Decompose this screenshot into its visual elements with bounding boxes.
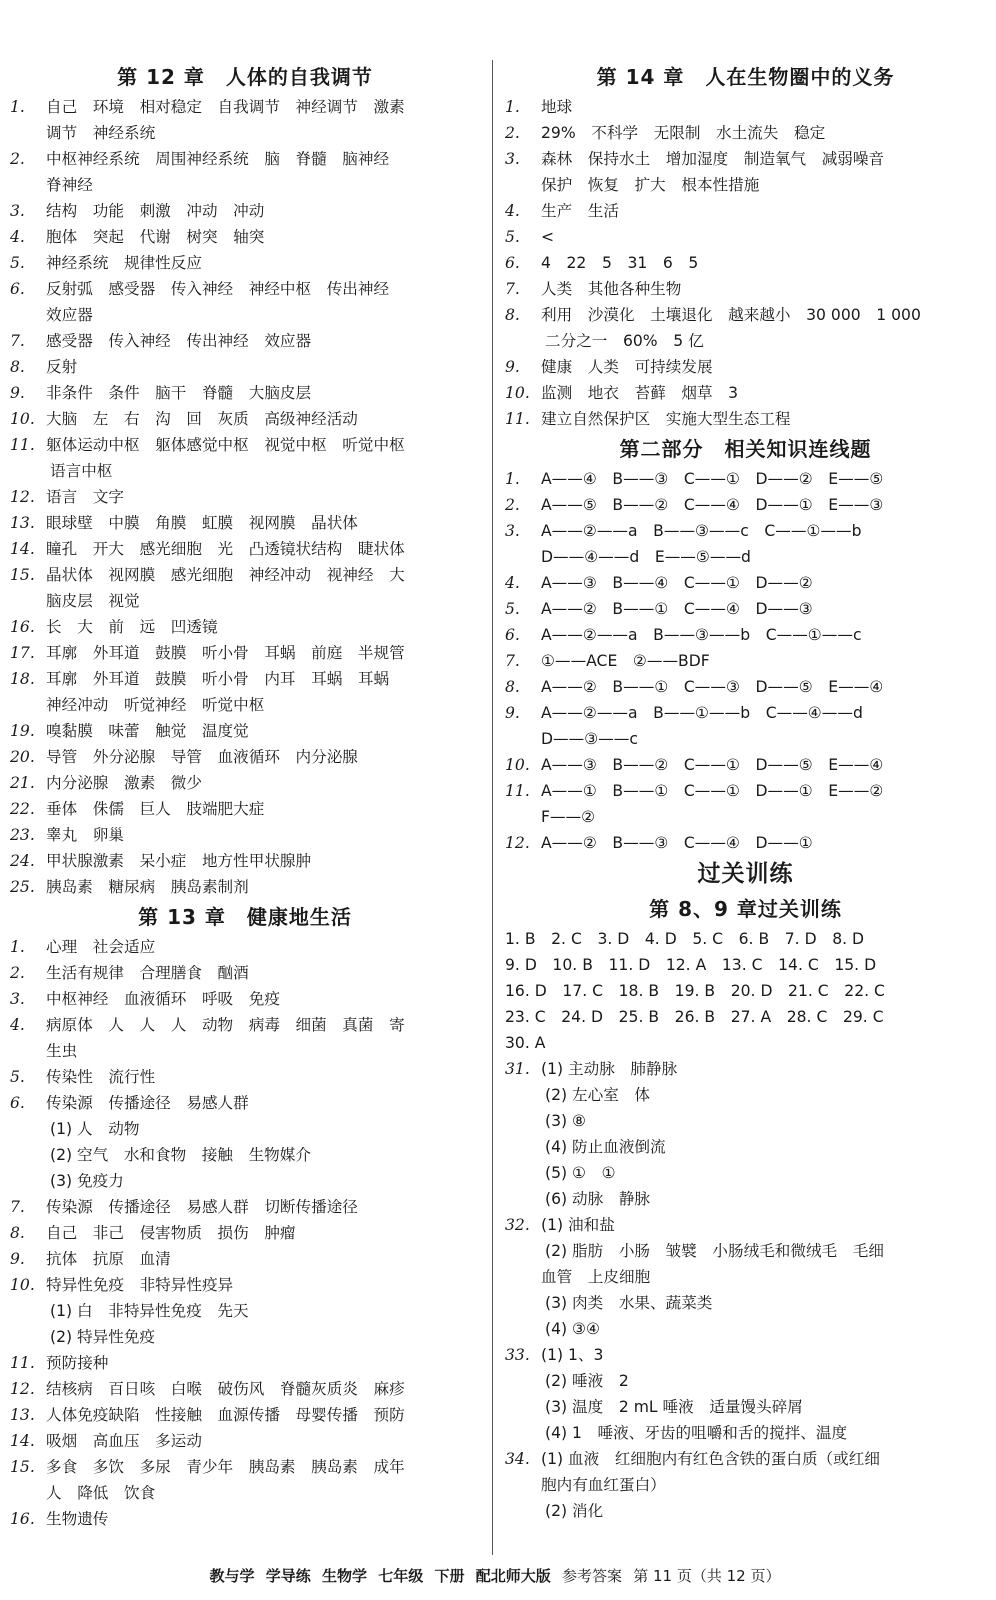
item-text: 结核病 百日咳 白喉 破伤风 脊髓灰质炎 麻疹 bbox=[46, 1380, 405, 1398]
answer-item bbox=[10, 848, 480, 874]
left-column bbox=[10, 60, 480, 1532]
footer-answer-label: 参考答案 bbox=[562, 1567, 623, 1585]
answer-item bbox=[10, 1454, 480, 1480]
answer-item bbox=[505, 250, 986, 276]
answer-continuation: 血管 上皮细胞 bbox=[541, 1268, 651, 1286]
answer-item bbox=[505, 380, 986, 406]
item-text: ①——ACE ②——BDF bbox=[541, 652, 710, 670]
item-number: 22. bbox=[10, 800, 35, 818]
item-text: 健康 人类 可持续发展 bbox=[541, 358, 713, 376]
item-text: 大脑 左 右 沟 回 灰质 高级神经活动 bbox=[46, 410, 358, 428]
item-number: 10. bbox=[10, 410, 35, 428]
answer-item bbox=[10, 1350, 480, 1376]
answer-subitem: (3) 免疫力 bbox=[50, 1172, 124, 1190]
item-text: 躯体运动中枢 躯体感觉中枢 视觉中枢 听觉中枢 bbox=[46, 436, 405, 454]
item-number: 6. bbox=[10, 1094, 25, 1112]
item-text: 特异性免疫 非特异性疫异 bbox=[46, 1276, 234, 1294]
item-text: 反射弧 感受器 传入神经 神经中枢 传出神经 bbox=[46, 280, 390, 298]
footer-page-label: 第 11 页（共 12 页） bbox=[633, 1567, 781, 1585]
answer-item bbox=[10, 276, 480, 302]
answer-subitem: (4) ③④ bbox=[545, 1320, 601, 1338]
answer-item bbox=[505, 778, 986, 804]
answer-item bbox=[505, 492, 986, 518]
answer-item bbox=[10, 536, 480, 562]
item-text: 嗅黏膜 味蕾 触觉 温度觉 bbox=[46, 722, 249, 740]
answer-item bbox=[505, 354, 986, 380]
item-number: 1. bbox=[505, 470, 520, 488]
answer-row: 1. B 2. C 3. D 4. D 5. C 6. B 7. D 8. D bbox=[505, 930, 865, 948]
answer-item bbox=[10, 432, 480, 458]
item-number: 15. bbox=[10, 566, 35, 584]
answer-subitem: (1) 白 非特异性免疫 先天 bbox=[50, 1302, 249, 1320]
item-text: 结构 功能 刺激 冲动 冲动 bbox=[46, 202, 265, 220]
item-number: 16. bbox=[10, 1510, 35, 1528]
item-text: 内分泌腺 激素 微少 bbox=[46, 774, 202, 792]
answer-subitem: (2) 脂肪 小肠 皱襞 小肠绒毛和微绒毛 毛细 bbox=[545, 1242, 884, 1260]
item-number: 4. bbox=[505, 574, 520, 592]
item-text: A——②——a B——①——b C——④——d bbox=[541, 704, 863, 722]
item-text: 生产 生活 bbox=[541, 202, 619, 220]
answer-continuation: 生虫 bbox=[46, 1042, 78, 1060]
page-footer bbox=[0, 1565, 996, 1591]
answer-item bbox=[10, 1272, 480, 1298]
answer-item bbox=[10, 1376, 480, 1402]
item-number: 7. bbox=[505, 652, 520, 670]
item-number: 5. bbox=[505, 600, 520, 618]
answer-item bbox=[10, 562, 480, 588]
answer-subitem: (3) 肉类 水果、蔬菜类 bbox=[545, 1294, 713, 1312]
item-text: 29% 不科学 无限制 水土流失 稳定 bbox=[541, 124, 826, 142]
answer-item bbox=[10, 640, 480, 666]
answer-item bbox=[10, 796, 480, 822]
answer-subitem: (5) ① ① bbox=[545, 1164, 616, 1182]
item-number: 5. bbox=[10, 254, 25, 272]
item-text: 传染源 传播途径 易感人群 切断传播途径 bbox=[46, 1198, 358, 1216]
item-text: 病原体 人 人 人 动物 病毒 细菌 真菌 寄 bbox=[46, 1016, 405, 1034]
answer-item bbox=[10, 510, 480, 536]
answer-continuation: 脑皮层 视觉 bbox=[46, 592, 140, 610]
answer-item bbox=[10, 1246, 480, 1272]
answer-item bbox=[10, 1506, 480, 1532]
item-number: 25. bbox=[10, 878, 35, 896]
item-number: 13. bbox=[10, 514, 35, 532]
item-text: A——③ B——② C——① D——⑤ E——④ bbox=[541, 756, 884, 774]
answer-subitem: (2) 消化 bbox=[545, 1502, 604, 1520]
item-text: A——②——a B——③——c C——①——b bbox=[541, 522, 862, 540]
item-number: 4. bbox=[10, 1016, 25, 1034]
section-heading: 第 12 章 人体的自我调节 bbox=[117, 65, 373, 89]
answer-item bbox=[10, 1012, 480, 1038]
item-number: 11. bbox=[505, 782, 530, 800]
answer-item bbox=[505, 120, 986, 146]
answer-item bbox=[505, 830, 986, 856]
answer-subitem: (2) 左心室 体 bbox=[545, 1086, 651, 1104]
answer-item bbox=[505, 1446, 986, 1472]
item-text: 生物遗传 bbox=[46, 1510, 109, 1528]
item-number: 10. bbox=[505, 756, 530, 774]
item-number: 15. bbox=[10, 1458, 35, 1476]
item-text: 利用 沙漠化 土壤退化 越来越小 30 000 1 000 bbox=[541, 306, 921, 324]
answer-continuation: 保护 恢复 扩大 根本性措施 bbox=[541, 176, 760, 194]
item-number: 11. bbox=[505, 410, 530, 428]
item-number: 6. bbox=[505, 254, 520, 272]
answer-continuation: 胞内有血红蛋白） bbox=[541, 1476, 666, 1494]
item-text: 长 大 前 远 凹透镜 bbox=[46, 618, 218, 636]
answer-subitem: (3) 温度 2 mL 唾液 适量馒头碎屑 bbox=[545, 1398, 803, 1416]
answer-subitem: (1) 人 动物 bbox=[50, 1120, 140, 1138]
answer-subitem: (4) 防止血液倒流 bbox=[545, 1138, 666, 1156]
item-text: A——② B——① C——④ D——③ bbox=[541, 600, 813, 618]
item-number: 9. bbox=[10, 1250, 25, 1268]
item-number: 11. bbox=[10, 436, 35, 454]
item-number: 3. bbox=[10, 202, 25, 220]
item-text: 反射 bbox=[46, 358, 78, 376]
answer-item bbox=[505, 1342, 986, 1368]
answer-item bbox=[10, 406, 480, 432]
item-number: 7. bbox=[10, 1198, 25, 1216]
item-number: 8. bbox=[505, 306, 520, 324]
answer-item bbox=[10, 1090, 480, 1116]
item-number: 2. bbox=[10, 150, 25, 168]
answer-item bbox=[505, 648, 986, 674]
item-text: 神经系统 规律性反应 bbox=[46, 254, 202, 272]
item-number: 7. bbox=[505, 280, 520, 298]
answer-continuation: F——② bbox=[541, 808, 596, 826]
answer-item bbox=[10, 666, 480, 692]
item-text: A——② B——③ C——④ D——① bbox=[541, 834, 813, 852]
item-text: 胞体 突起 代谢 树突 轴突 bbox=[46, 228, 265, 246]
answer-item bbox=[10, 328, 480, 354]
item-number: 34. bbox=[505, 1450, 530, 1468]
item-number: 24. bbox=[10, 852, 35, 870]
answer-item bbox=[10, 1402, 480, 1428]
item-number: 12. bbox=[505, 834, 530, 852]
item-text: 传染性 流行性 bbox=[46, 1068, 156, 1086]
item-text: 建立自然保护区 实施大型生态工程 bbox=[541, 410, 791, 428]
section-heading: 第 14 章 人在生物圈中的义务 bbox=[596, 65, 895, 89]
item-number: 8. bbox=[10, 358, 25, 376]
item-number: 20. bbox=[10, 748, 35, 766]
answer-item bbox=[505, 1212, 986, 1238]
item-text: (1) 主动脉 肺静脉 bbox=[541, 1060, 678, 1078]
item-text: 语言 文字 bbox=[46, 488, 124, 506]
answer-item bbox=[505, 570, 986, 596]
item-number: 4. bbox=[505, 202, 520, 220]
item-text: 4 22 5 31 6 5 bbox=[541, 254, 699, 272]
item-number: 32. bbox=[505, 1216, 530, 1234]
item-number: 4. bbox=[10, 228, 25, 246]
answer-item bbox=[10, 380, 480, 406]
item-text: 甲状腺激素 呆小症 地方性甲状腺肿 bbox=[46, 852, 312, 870]
item-number: 14. bbox=[10, 540, 35, 558]
answer-row: 23. C 24. D 25. B 26. B 27. A 28. C 29. C bbox=[505, 1008, 884, 1026]
item-number: 6. bbox=[10, 280, 25, 298]
item-number: 23. bbox=[10, 826, 35, 844]
answer-item bbox=[10, 770, 480, 796]
item-number: 16. bbox=[10, 618, 35, 636]
answer-continuation: 神经冲动 听觉神经 听觉中枢 bbox=[46, 696, 265, 714]
item-text: 森林 保持水土 增加湿度 制造氧气 减弱噪音 bbox=[541, 150, 885, 168]
answer-item bbox=[10, 250, 480, 276]
item-text: A——② B——① C——③ D——⑤ E——④ bbox=[541, 678, 884, 696]
answer-item bbox=[10, 934, 480, 960]
answer-item bbox=[505, 146, 986, 172]
answer-continuation: D——③——c bbox=[541, 730, 638, 748]
answer-item bbox=[505, 596, 986, 622]
item-text: 胰岛素 糖尿病 胰岛素制剂 bbox=[46, 878, 249, 896]
answer-item bbox=[505, 518, 986, 544]
item-number: 17. bbox=[10, 644, 35, 662]
item-text: < bbox=[541, 228, 555, 246]
item-text: 非条件 条件 脑干 脊髓 大脑皮层 bbox=[46, 384, 312, 402]
item-text: 自己 非己 侵害物质 损伤 肿瘤 bbox=[46, 1224, 296, 1242]
answer-item bbox=[505, 700, 986, 726]
item-text: A——⑤ B——② C——④ D——① E——③ bbox=[541, 496, 884, 514]
answer-subitem: 二分之一 60% 5 亿 bbox=[545, 332, 704, 350]
answer-item bbox=[10, 1064, 480, 1090]
item-text: A——④ B——③ C——① D——② E——⑤ bbox=[541, 470, 884, 488]
answer-item bbox=[10, 1220, 480, 1246]
answer-item bbox=[505, 94, 986, 120]
item-text: 瞳孔 开大 感光细胞 光 凸透镜状结构 睫状体 bbox=[46, 540, 405, 558]
item-number: 1. bbox=[10, 938, 25, 956]
item-text: 人类 其他各种生物 bbox=[541, 280, 682, 298]
footer-part: 教与学 bbox=[209, 1567, 255, 1585]
answer-item bbox=[505, 622, 986, 648]
item-text: A——① B——① C——① D——① E——② bbox=[541, 782, 884, 800]
item-number: 5. bbox=[10, 1068, 25, 1086]
item-number: 1. bbox=[505, 98, 520, 116]
footer-part: 学导练 bbox=[265, 1567, 311, 1585]
answer-item bbox=[10, 1428, 480, 1454]
item-text: 耳廓 外耳道 鼓膜 听小骨 内耳 耳蜗 耳蜗 bbox=[46, 670, 390, 688]
item-number: 7. bbox=[10, 332, 25, 350]
footer-part: 配北师大版 bbox=[475, 1567, 551, 1585]
item-text: 感受器 传入神经 传出神经 效应器 bbox=[46, 332, 312, 350]
item-number: 6. bbox=[505, 626, 520, 644]
item-number: 8. bbox=[505, 678, 520, 696]
item-number: 2. bbox=[10, 964, 25, 982]
item-text: 地球 bbox=[541, 98, 573, 116]
answer-subitem: (2) 唾液 2 bbox=[545, 1372, 629, 1390]
item-number: 19. bbox=[10, 722, 35, 740]
item-number: 9. bbox=[10, 384, 25, 402]
item-number: 2. bbox=[505, 124, 520, 142]
item-text: 多食 多饮 多尿 青少年 胰岛素 胰岛素 成年 bbox=[46, 1458, 405, 1476]
answer-continuation: 效应器 bbox=[46, 306, 93, 324]
footer-part: 七年级 bbox=[378, 1567, 424, 1585]
item-text: 晶状体 视网膜 感光细胞 神经冲动 视神经 大 bbox=[46, 566, 405, 584]
footer-part: 下册 bbox=[434, 1567, 465, 1585]
answer-subitem: (4) 1 唾液、牙齿的咀嚼和舌的搅拌、温度 bbox=[545, 1424, 848, 1442]
item-text: 传染源 传播途径 易感人群 bbox=[46, 1094, 249, 1112]
answer-row: 16. D 17. C 18. B 19. B 20. D 21. C 22. C bbox=[505, 982, 885, 1000]
item-text: (1) 血液 红细胞内有红色含铁的蛋白质（或红细 bbox=[541, 1450, 880, 1468]
item-number: 12. bbox=[10, 1380, 35, 1398]
item-number: 8. bbox=[10, 1224, 25, 1242]
answer-item bbox=[10, 744, 480, 770]
section-heading: 第 8、9 章过关训练 bbox=[649, 897, 842, 921]
answer-subitem: (2) 空气 水和食物 接触 生物媒介 bbox=[50, 1146, 311, 1164]
answer-item bbox=[10, 484, 480, 510]
item-number: 5. bbox=[505, 228, 520, 246]
item-number: 9. bbox=[505, 704, 520, 722]
item-text: 监测 地衣 苔藓 烟草 3 bbox=[541, 384, 739, 402]
section-heading: 过关训练 bbox=[697, 861, 794, 887]
item-text: 中枢神经系统 周围神经系统 脑 脊髓 脑神经 bbox=[46, 150, 390, 168]
item-text: 导管 外分泌腺 导管 血液循环 内分泌腺 bbox=[46, 748, 358, 766]
answer-continuation: 人 降低 饮食 bbox=[46, 1484, 156, 1502]
answer-subitem: (6) 动脉 静脉 bbox=[545, 1190, 651, 1208]
item-number: 3. bbox=[505, 522, 520, 540]
answer-item bbox=[10, 874, 480, 900]
item-text: 人体免疫缺陷 性接触 血源传播 母婴传播 预防 bbox=[46, 1406, 405, 1424]
answer-subitem: (3) ⑧ bbox=[545, 1112, 587, 1130]
answer-item bbox=[10, 224, 480, 250]
answer-item bbox=[505, 198, 986, 224]
item-number: 13. bbox=[10, 1406, 35, 1424]
answer-continuation: D——④——d E——⑤——d bbox=[541, 548, 751, 566]
item-number: 12. bbox=[10, 488, 35, 506]
answer-item bbox=[10, 960, 480, 986]
answer-continuation: 脊神经 bbox=[46, 176, 93, 194]
item-number: 1. bbox=[10, 98, 25, 116]
item-number: 21. bbox=[10, 774, 35, 792]
item-number: 9. bbox=[505, 358, 520, 376]
item-number: 3. bbox=[505, 150, 520, 168]
answer-item bbox=[505, 302, 986, 328]
item-text: 心理 社会适应 bbox=[46, 938, 156, 956]
column-divider bbox=[492, 60, 493, 1555]
answer-item bbox=[505, 466, 986, 492]
answer-item bbox=[10, 146, 480, 172]
answer-continuation: 调节 神经系统 bbox=[46, 124, 156, 142]
answer-item bbox=[505, 752, 986, 778]
item-text: (1) 油和盐 bbox=[541, 1216, 615, 1234]
answer-item bbox=[505, 406, 986, 432]
item-number: 33. bbox=[505, 1346, 530, 1364]
item-text: 耳廓 外耳道 鼓膜 听小骨 耳蜗 前庭 半规管 bbox=[46, 644, 405, 662]
answer-item bbox=[505, 674, 986, 700]
item-text: 吸烟 高血压 多运动 bbox=[46, 1432, 202, 1450]
item-text: 垂体 侏儒 巨人 肢端肥大症 bbox=[46, 800, 265, 818]
answer-item bbox=[10, 198, 480, 224]
answer-item bbox=[10, 94, 480, 120]
item-number: 14. bbox=[10, 1432, 35, 1450]
footer-part: 生物学 bbox=[322, 1567, 368, 1585]
answer-item bbox=[10, 718, 480, 744]
answer-subitem: 语言中枢 bbox=[50, 462, 113, 480]
answer-item bbox=[505, 1056, 986, 1082]
section-heading: 第 13 章 健康地生活 bbox=[138, 905, 352, 929]
item-number: 3. bbox=[10, 990, 25, 1008]
item-number: 11. bbox=[10, 1354, 35, 1372]
answer-item bbox=[505, 276, 986, 302]
answer-item bbox=[10, 614, 480, 640]
answer-item bbox=[10, 986, 480, 1012]
answer-subitem: (2) 特异性免疫 bbox=[50, 1328, 156, 1346]
item-text: 抗体 抗原 血清 bbox=[46, 1250, 171, 1268]
answer-item bbox=[10, 354, 480, 380]
item-text: 中枢神经 血液循环 呼吸 免疫 bbox=[46, 990, 280, 1008]
item-text: A——③ B——④ C——① D——② bbox=[541, 574, 813, 592]
item-text: 睾丸 卵巢 bbox=[46, 826, 124, 844]
item-number: 18. bbox=[10, 670, 35, 688]
item-text: 生活有规律 合理膳食 酗酒 bbox=[46, 964, 249, 982]
section-heading: 第二部分 相关知识连线题 bbox=[619, 437, 872, 461]
answer-row: 30. A bbox=[505, 1034, 546, 1052]
item-text: (1) 1、3 bbox=[541, 1346, 604, 1364]
item-text: A——②——a B——③——b C——①——c bbox=[541, 626, 862, 644]
item-text: 眼球壁 中膜 角膜 虹膜 视网膜 晶状体 bbox=[46, 514, 358, 532]
answer-row: 9. D 10. B 11. D 12. A 13. C 14. C 15. D bbox=[505, 956, 877, 974]
item-number: 31. bbox=[505, 1060, 530, 1078]
item-text: 预防接种 bbox=[46, 1354, 109, 1372]
answer-item bbox=[505, 224, 986, 250]
item-text: 自己 环境 相对稳定 自我调节 神经调节 激素 bbox=[46, 98, 405, 116]
answer-item bbox=[10, 822, 480, 848]
item-number: 10. bbox=[505, 384, 530, 402]
answer-item bbox=[10, 1194, 480, 1220]
item-number: 2. bbox=[505, 496, 520, 514]
item-number: 10. bbox=[10, 1276, 35, 1294]
right-column bbox=[505, 60, 986, 1524]
